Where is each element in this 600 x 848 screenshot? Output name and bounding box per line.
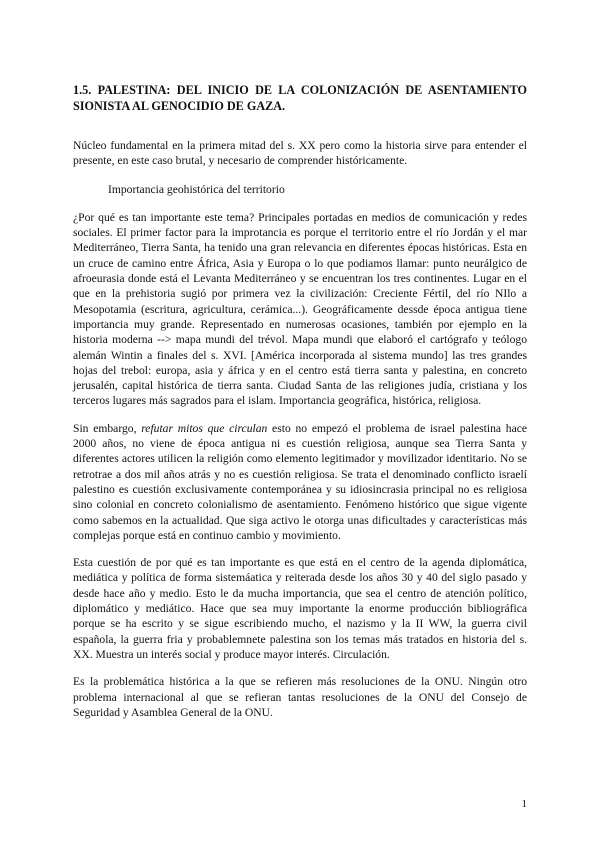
body-paragraph-4: Es la problemática histórica a la que se refieren más resoluciones de la ONU. Ningún otro problema internacional al que se refieran tantas resoluciones de la ONU del Consejo de Seguridad y Asamblea General de la ONU. xyxy=(73,675,527,719)
body-paragraph-3: Esta cuestión de por qué es tan importante es que está en el centro de la agenda diplomática, mediática y política de forma sistemáatica y reiterada desde los años 30 y 40 del siglo pasado y desde hace año y medio. Esto le da mucha importancia, que sea el centro de atención político, diplomático y mediático. Hace que sea muy importante la enorme producción bibliográfica porque se ha escrito y se sigue escribiendo mucho, el nazismo y la II WW, la guerra civil española, la guerra fria y probablemnete palestina son los temas más tratados en historia del s. XX. Muestra un interés social y produce mayor interés. Circulación. xyxy=(73,556,527,661)
paragraph-2-italic-phrase: refutar mitos que circulan xyxy=(141,421,268,435)
paragraph-2-lead: Sin embargo, xyxy=(73,421,142,435)
page-number: 1 xyxy=(521,798,527,810)
subheading: Importancia geohistórica del territorio xyxy=(108,182,285,196)
section-heading: 1.5. PALESTINA: DEL INICIO DE LA COLONIZACIÓN DE ASENTAMIENTO SIONISTA AL GENOCIDIO DE GAZA. xyxy=(73,83,527,113)
paragraph-2-rest: esto no empezó el problema de israel palestina hace 2000 años, no viene de época antigua ni es cuestión religiosa, aunque sea Tierra Santa y diferentes actores utilicen la religión como elemento legitimador y movilizador identitario. No se retrotrae a dos mil años atrás y no es cuestión religiosa. Se trata el denominado conflicto israelí palestino es cuestión exclusivamente contemporánea y su idiosincrasia principal no es religiosa sino colonial en concreto colonialismo de asentamiento. Fenómeno histórico que sigue vigente como sabemos en la actualidad. Que siga activo le otorga unas dificultades y características más complejas porque está en continuo cambio y movimiento. xyxy=(73,421,528,542)
intro-paragraph: Núcleo fundamental en la primera mitad del s. XX pero como la historia sirve para entender el presente, en este caso brutal, y necesario de comprender históricamente. xyxy=(73,139,527,168)
body-paragraph-1: ¿Por qué es tan importante este tema? Principales portadas en medios de comunicación y redes sociales. El primer factor para la improtancia es porque el territorio entre el río Jordán y el mar Mediterráneo, Tierra Santa, ha tenido una gran relevancia en diferentes épocas históricas. Esta en un cruce de camino entre África, Asia y Europa o lo que podiamos llamar: punto neurálgico de afroeurasia donde está el Levanta Mediterráneo y se encuentran los tres continentes. Lugar en el que en la prehistoria sugió por primera vez la civilización: Creciente Fértil, del río NIlo a Mesopotamia (escritura, agricultura, cerámica...). Geográficamente dessde época antigua tiene importancia muy grande. Representado en numerosas ocasiones, también por ejemplo en la historia moderna --> mapa mundi del trévol. Mapa mundi que elaboró el cartógrafo y teólogo alemán Wintin a finales del s. XVI. [América incorporada al sistema mundo] las tres grandes hojas del trebol: europa, asia y áfrica y en el centro está tierra santa y palestina, en concreto jerusalén, capital histórica de tierra santa. Ciudad Santa de las religiones judía, cristiana y los terceros lugares más sagrados para el islam. Importancia geográfica, histórica, religiosa. xyxy=(73,210,527,408)
body-paragraph-2 xyxy=(73,421,527,543)
